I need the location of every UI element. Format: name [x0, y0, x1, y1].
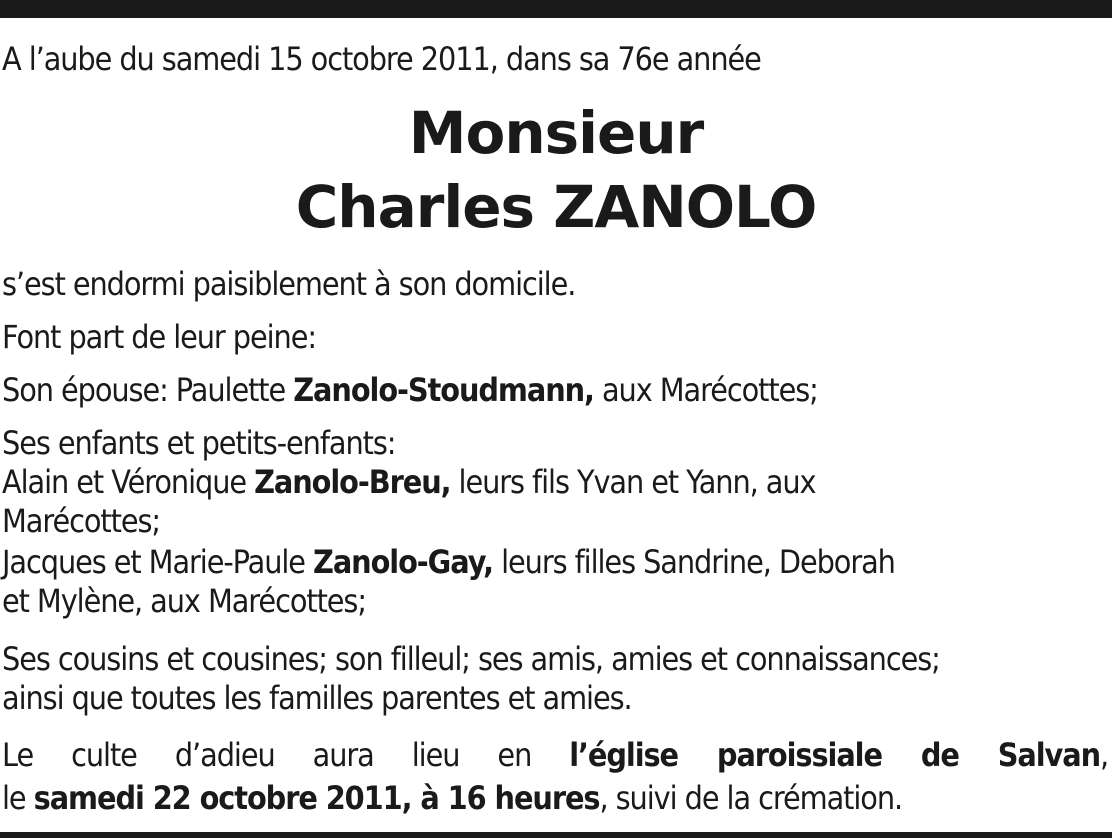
service-date-suffix: , suivi de la crémation.: [599, 779, 903, 817]
family2-continuation: et Mylène, aux Marécottes;: [2, 582, 366, 620]
top-rule: [0, 0, 1112, 18]
spouse-prefix: Son épouse: Paulette: [2, 371, 294, 409]
family1-line: [2, 463, 997, 501]
announcement-line: Font part de leur peine:: [2, 318, 316, 356]
family1-name: Zanolo-Breu,: [254, 463, 451, 501]
spouse-line: [2, 371, 997, 409]
relatives-line-1: Ses cousins et cousines; son filleul; ses amis, amies et connaissances;: [2, 640, 940, 678]
family2-suffix: leurs filles Sandrine, Deborah: [493, 543, 895, 581]
service-date-prefix: le: [2, 779, 34, 817]
spouse-name: Zanolo-Stoudmann,: [293, 371, 594, 409]
intro-line: A l’aube du samedi 15 octobre 2011, dans sa 76e année: [2, 40, 761, 78]
service-line-2: [2, 779, 997, 817]
title-honorific: Monsieur: [408, 99, 704, 167]
family1-prefix: Alain et Véronique: [2, 463, 255, 501]
family1-suffix: leurs fils Yvan et Yann, aux: [450, 463, 816, 501]
family2-name: Zanolo-Gay,: [313, 543, 494, 581]
family2-prefix: Jacques et Marie-Paule: [2, 543, 314, 581]
service-prefix: Le culte d’adieu aura lieu en: [2, 736, 570, 774]
service-place: l’église paroissiale de Salvan: [569, 736, 1100, 774]
service-line-1: [2, 736, 1108, 774]
service-place-suffix: ,: [1100, 736, 1109, 774]
family2-line: [2, 543, 997, 581]
family1-continuation: Marécottes;: [2, 502, 161, 540]
relatives-line-2: ainsi que toutes les familles parentes et amies.: [2, 679, 632, 717]
spouse-suffix: aux Marécottes;: [593, 371, 818, 409]
passing-line: s’est endormi paisiblement à son domicile.: [2, 265, 576, 303]
children-heading: Ses enfants et petits-enfants:: [2, 424, 396, 462]
deceased-name: Charles ZANOLO: [295, 173, 817, 241]
bottom-rule: [0, 832, 1112, 838]
service-datetime: samedi 22 octobre 2011, à 16 heures: [33, 779, 600, 817]
